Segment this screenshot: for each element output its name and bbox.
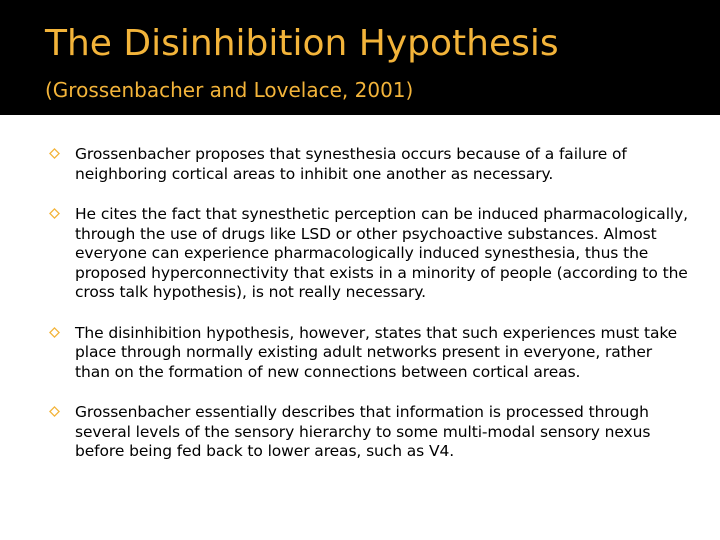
bullet-item — [48, 403, 688, 462]
bullet-item — [48, 324, 688, 383]
slide-title: The Disinhibition Hypothesis — [45, 23, 559, 64]
slide-subtitle: (Grossenbacher and Lovelace, 2001) — [45, 78, 414, 102]
bullet-text: Grossenbacher essentially describes that information is processed through several levels of the sensory hierarchy to some multi-modal sensory nexus before being fed back to lower areas, such as V4. — [75, 403, 651, 460]
diamond-bullet-icon — [49, 406, 60, 417]
diamond-bullet-icon — [49, 208, 60, 219]
diamond-bullet-icon — [49, 327, 60, 338]
bullet-item — [48, 205, 688, 303]
bullet-item — [48, 145, 688, 184]
diamond-bullet-icon — [49, 148, 60, 159]
bullet-list — [48, 145, 688, 483]
bullet-text: He cites the fact that synesthetic perception can be induced pharmacologically, through the use of drugs like LSD or other psychoactive substances. Almost everyone can experience pharmacologically induced synesthesia, thus the proposed hyperconnectivity that exists in a minority of people (according to the cross talk hypothesis), is not really necessary. — [75, 205, 689, 301]
bullet-text: The disinhibition hypothesis, however, states that such experiences must take place through normally existing adult networks present in everyone, rather than on the formation of new connections between cortical areas. — [75, 323, 678, 381]
title-band — [0, 0, 720, 115]
bullet-text: Grossenbacher proposes that synesthesia occurs because of a failure of neighboring cortical areas to inhibit one another as necessary. — [75, 145, 627, 183]
